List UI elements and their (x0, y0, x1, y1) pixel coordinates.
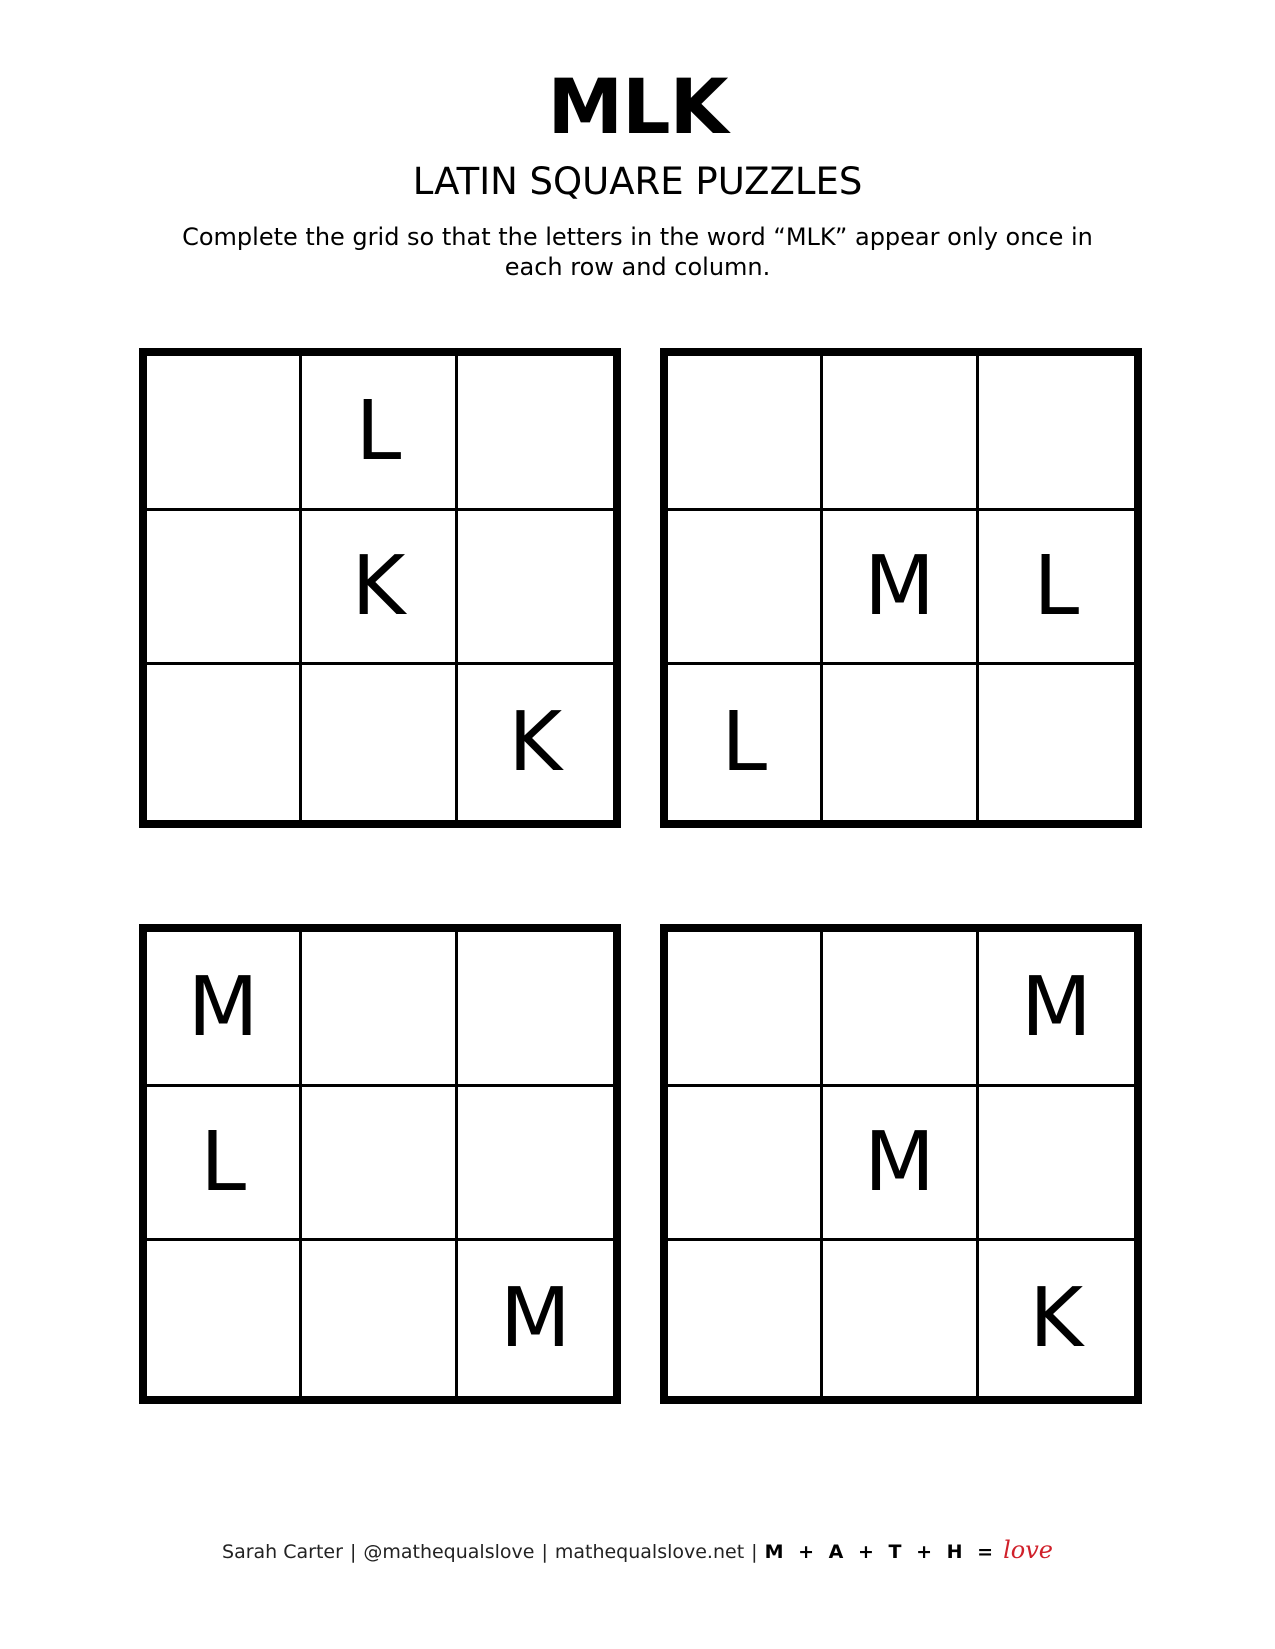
grid-cell[interactable] (668, 356, 823, 511)
puzzle-grid-1 (139, 348, 621, 828)
grid-cell[interactable]: L (302, 356, 457, 511)
grid-cell[interactable] (302, 1087, 457, 1242)
brand-love-script: love (1003, 1536, 1053, 1564)
grid-cell[interactable] (668, 1241, 823, 1396)
grid-cell[interactable] (147, 511, 302, 666)
page-subtitle: LATIN SQUARE PUZZLES (412, 160, 863, 203)
grid-cell[interactable] (979, 665, 1134, 820)
footer-separator: | (541, 1541, 548, 1563)
instructions: Complete the grid so that the letters in the word “MLK” appear only once in each row and column. (182, 223, 1093, 281)
footer-separator: | (751, 1541, 758, 1563)
grid-cell[interactable] (458, 511, 613, 666)
grid-cell[interactable]: M (499, 1271, 571, 1367)
grid-cell[interactable]: L (979, 511, 1134, 666)
footer-author: Sarah Carter (222, 1541, 343, 1563)
grid-cell[interactable]: K (302, 511, 457, 666)
footer (0, 1536, 1275, 1564)
grid-cell[interactable] (668, 511, 823, 666)
grid-cell[interactable]: M (147, 932, 302, 1087)
grid-cell[interactable] (302, 665, 457, 820)
grid-cell[interactable]: M (823, 1087, 978, 1242)
grid-cell[interactable] (147, 1241, 302, 1396)
grid-cell[interactable]: M (823, 511, 978, 666)
brand-logo: M + A + T + H = (764, 1541, 998, 1563)
grid-cell[interactable] (302, 1241, 457, 1396)
grid-cell[interactable]: L (668, 665, 823, 820)
grid-cell[interactable] (979, 356, 1134, 511)
grid-cell[interactable] (302, 932, 457, 1087)
puzzle-grid-4 (660, 924, 1142, 1404)
footer-separator: | (349, 1541, 357, 1563)
grid-cell[interactable] (147, 665, 302, 820)
grid-cell[interactable] (458, 356, 613, 511)
grid-cell[interactable]: L (147, 1087, 302, 1242)
footer-handle: @mathequalslove (363, 1541, 535, 1563)
grid-cell[interactable] (458, 1087, 613, 1242)
grid-cell[interactable] (668, 1087, 823, 1242)
footer-website: mathequalslove.net (554, 1541, 745, 1563)
puzzle-grid-2 (660, 348, 1142, 828)
grid-cell[interactable] (458, 932, 613, 1087)
grid-cell[interactable] (147, 356, 302, 511)
grid-cell[interactable] (668, 932, 823, 1087)
grid-cell[interactable] (823, 665, 978, 820)
puzzle-grid-3 (139, 924, 621, 1404)
grid-cell[interactable] (823, 356, 978, 511)
grid-cell[interactable] (823, 1241, 978, 1396)
grid-cell[interactable]: K (1029, 1271, 1084, 1367)
grid-cell[interactable]: M (979, 932, 1134, 1087)
page-title: MLK (547, 62, 728, 151)
grid-cell[interactable] (823, 932, 978, 1087)
grid-cell[interactable]: K (508, 695, 563, 791)
grid-cell[interactable] (979, 1087, 1134, 1242)
